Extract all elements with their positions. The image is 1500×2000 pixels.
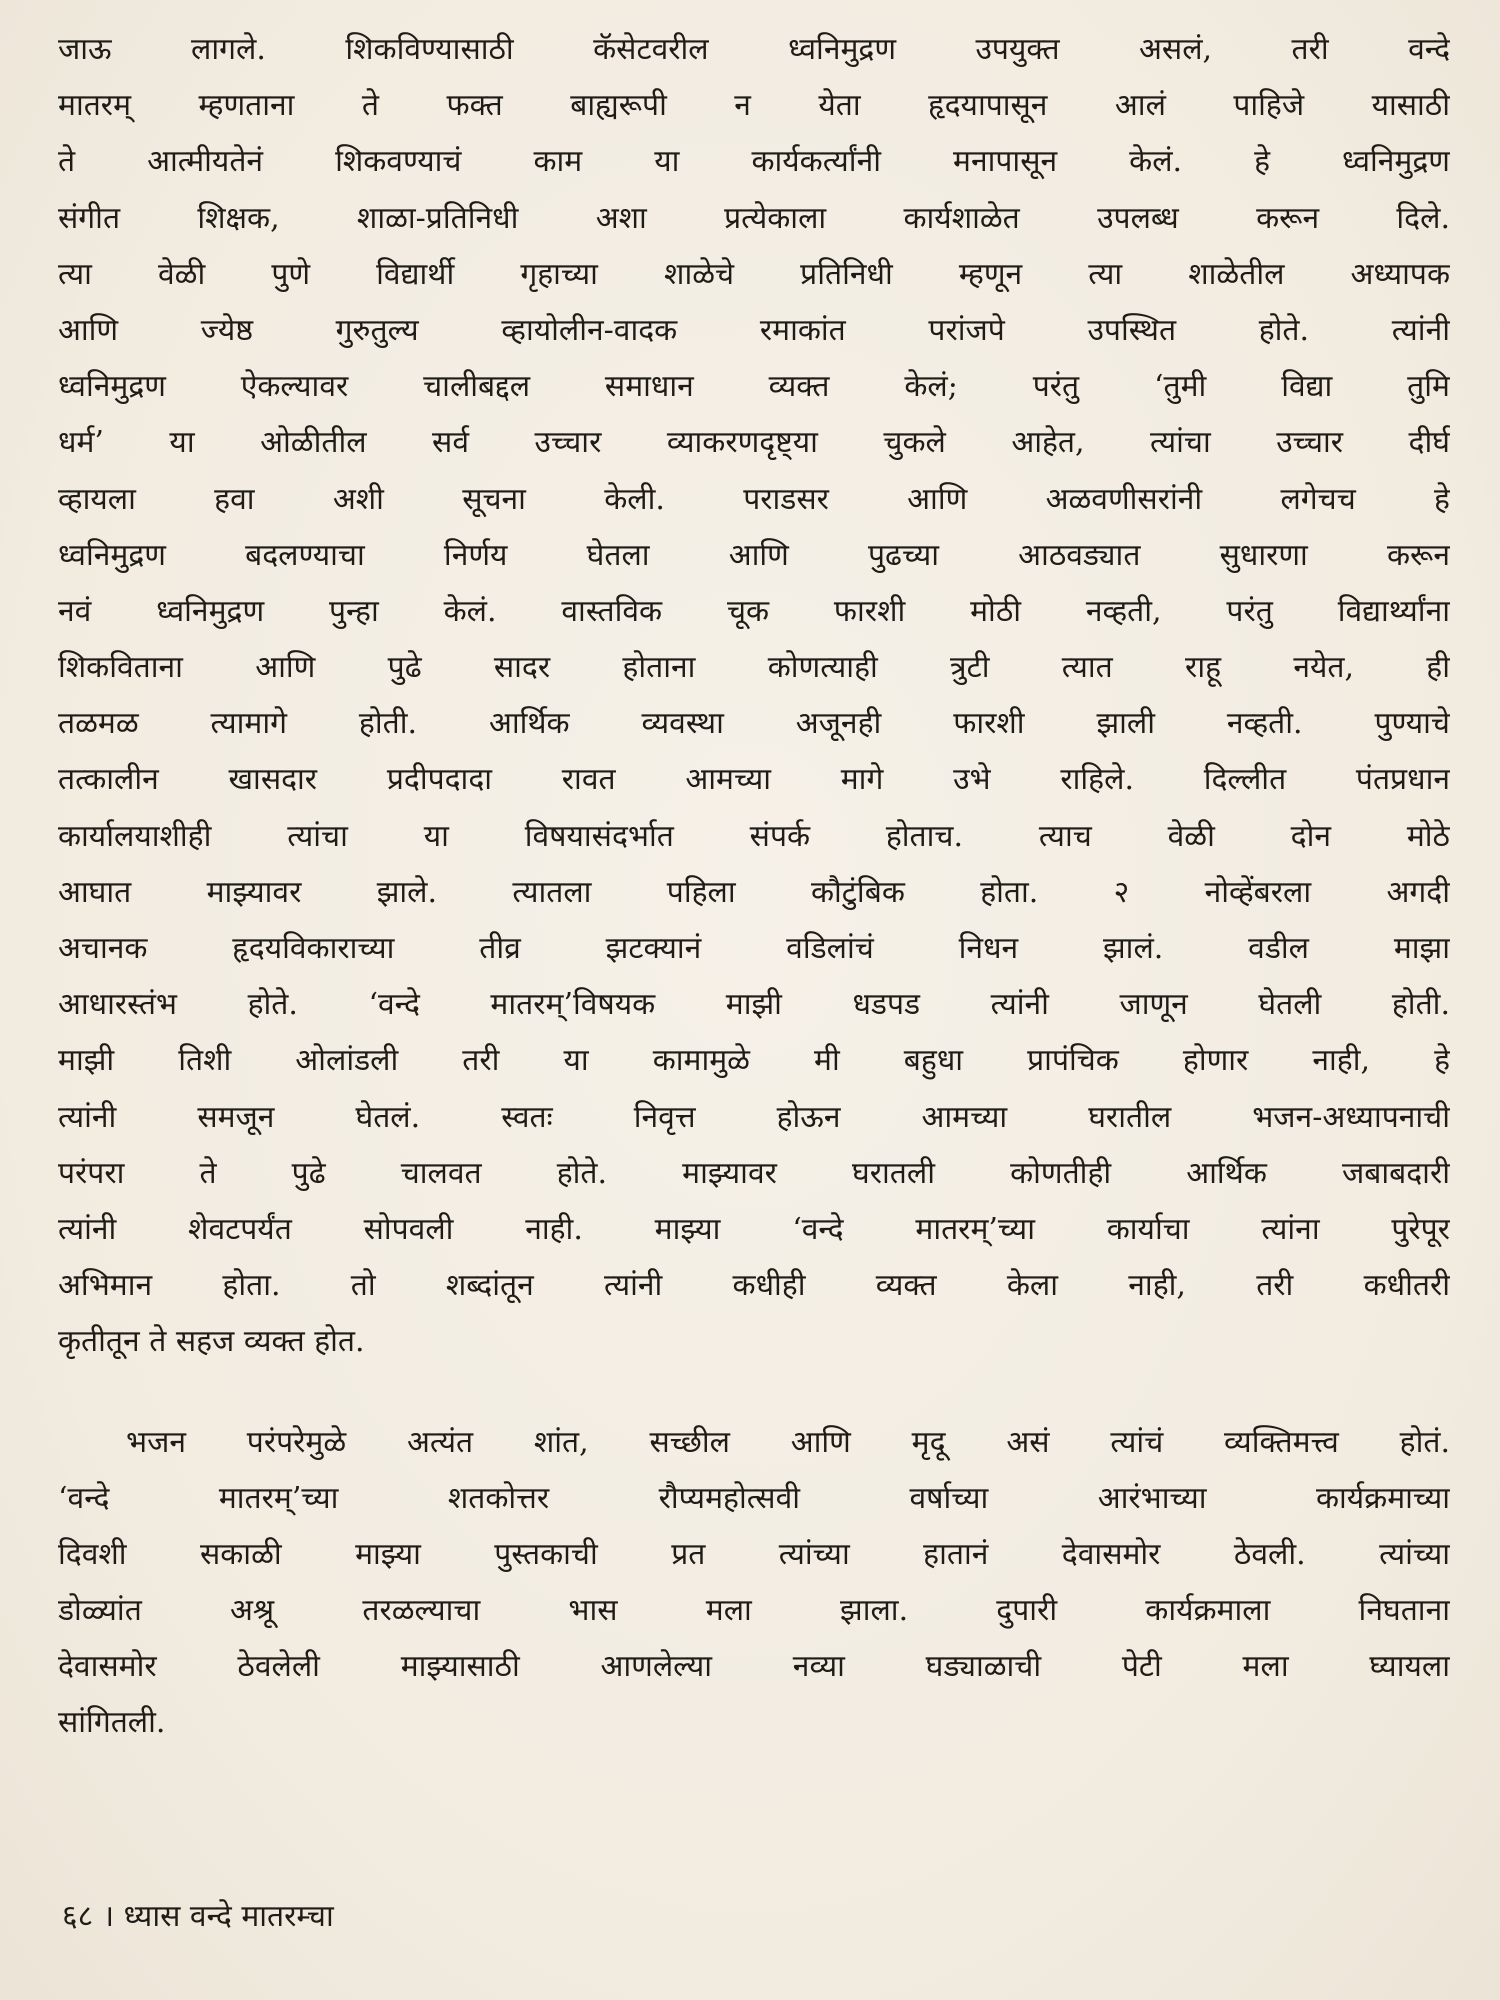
text-line: धर्म’ या ओळीतील सर्व उच्चार व्याकरणदृष्ट्या चुकले आहेत, त्यांचा उच्चार दीर्घ (58, 425, 1450, 461)
text-line: त्यांनी शेवटपर्यंत सोपवली नाही. माझ्या ‘वन्दे मातरम्’च्या कार्याचा त्यांना पुरेपूर (58, 1211, 1450, 1247)
text-line: अचानक हृदयविकाराच्या तीव्र झटक्यानं वडिलांचं निधन झालं. वडील माझा (58, 931, 1450, 966)
text-line: ते आत्मीयतेनं शिकवण्याचं काम या कार्यकर्त्यांनी मनापासून केलं. हे ध्वनिमुद्रण (58, 144, 1450, 180)
text-line: ‘वन्दे मातरम्’च्या शतकोत्तर रौप्यमहोत्सवी वर्षाच्या आरंभाच्या कार्यक्रमाच्या (58, 1480, 1450, 1516)
text-line: शिकविताना आणि पुढे सादर होताना कोणत्याही त्रुटी त्यात राहू नयेत, ही (58, 650, 1450, 686)
text-line: माझी तिशी ओलांडली तरी या कामामुळे मी बहुधा प्रापंचिक होणार नाही, हे (58, 1043, 1450, 1079)
paragraph-gap (58, 1371, 1450, 1415)
text-line: दिवशी सकाळी माझ्या पुस्तकाची प्रत त्यांच्या हातानं देवासमोर ठेवली. त्यांच्या (58, 1536, 1450, 1572)
text-line: कृतीतून ते सहज व्यक्त होत. (58, 1324, 365, 1360)
text-line: तळमळ त्यामागे होती. आर्थिक व्यवस्था अजूनही फारशी झाली नव्हती. पुण्याचे (58, 706, 1450, 742)
text-line: सांगितली. (58, 1705, 166, 1741)
text-line: आघात माझ्यावर झाले. त्यातला पहिला कौटुंबिक होता. २ नोव्हेंबरला अगदी (58, 874, 1450, 910)
paragraph-2 (58, 1415, 1450, 1752)
text-line: आणि ज्येष्ठ गुरुतुल्य व्हायोलीन-वादक रमाकांत परांजपे उपस्थित होते. त्यांनी (58, 312, 1450, 348)
text-line: त्यांनी समजून घेतलं. स्वतः निवृत्त होऊन आमच्या घरातील भजन-अध्यापनाची (58, 1099, 1450, 1135)
paragraph-1 (58, 22, 1450, 1371)
text-line: देवासमोर ठेवलेली माझ्यासाठी आणलेल्या नव्या घड्याळाची पेटी मला घ्यायला (58, 1649, 1450, 1685)
text-line: परंपरा ते पुढे चालवत होते. माझ्यावर घरातली कोणतीही आर्थिक जबाबदारी (58, 1155, 1450, 1191)
text-line: ध्वनिमुद्रण बदलण्याचा निर्णय घेतला आणि पुढच्या आठवड्यात सुधारणा करून (58, 537, 1450, 573)
text-line: नवं ध्वनिमुद्रण पुन्हा केलं. वास्तविक चूक फारशी मोठी नव्हती, परंतु विद्यार्थ्यांना (58, 593, 1450, 629)
text-line: मातरम् म्हणताना ते फक्त बाह्यरूपी न येता हृदयापासून आलं पाहिजे यासाठी (58, 88, 1450, 124)
text-line: आधारस्तंभ होते. ‘वन्दे मातरम्’विषयक माझी धडपड त्यांनी जाणून घेतली होती. (58, 987, 1450, 1023)
text-line: जाऊ लागले. शिकविण्यासाठी कॅसेटवरील ध्वनिमुद्रण उपयुक्त असलं, तरी वन्दे (58, 32, 1450, 67)
text-line: व्हायला हवा अशी सूचना केली. पराडसर आणि अळवणीसरांनी लगेचच हे (58, 481, 1450, 517)
text-line: संगीत शिक्षक, शाळा-प्रतिनिधी अशा प्रत्येकाला कार्यशाळेत उपलब्ध करून दिले. (58, 200, 1450, 236)
text-line: ध्वनिमुद्रण ऐकल्यावर चालीबद्दल समाधान व्यक्त केलं; परंतु ‘तुमी विद्या तुमि (58, 369, 1450, 405)
text-line: अभिमान होता. तो शब्दांतून त्यांनी कधीही व्यक्त केला नाही, तरी कधीतरी (58, 1268, 1450, 1304)
text-line: भजन परंपरेमुळे अत्यंत शांत, सच्छील आणि मृदू असं त्यांचं व्यक्तिमत्त्व होतं. (126, 1424, 1450, 1460)
text-line: डोळ्यांत अश्रू तरळल्याचा भास मला झाला. दुपारी कार्यक्रमाला निघताना (58, 1593, 1450, 1629)
text-line: कार्यालयाशीही त्यांचा या विषयासंदर्भात संपर्क होताच. त्याच वेळी दोन मोठे (58, 818, 1450, 854)
text-line: तत्कालीन खासदार प्रदीपदादा रावत आमच्या मागे उभे राहिले. दिल्लीत पंतप्रधान (58, 762, 1450, 798)
text-line: त्या वेळी पुणे विद्यार्थी गृहाच्या शाळेचे प्रतिनिधी म्हणून त्या शाळेतील अध्यापक (58, 256, 1450, 292)
body-text (58, 22, 1450, 1752)
page-footer: ६८ । ध्यास वन्दे मातरम्चा (62, 1899, 334, 1934)
